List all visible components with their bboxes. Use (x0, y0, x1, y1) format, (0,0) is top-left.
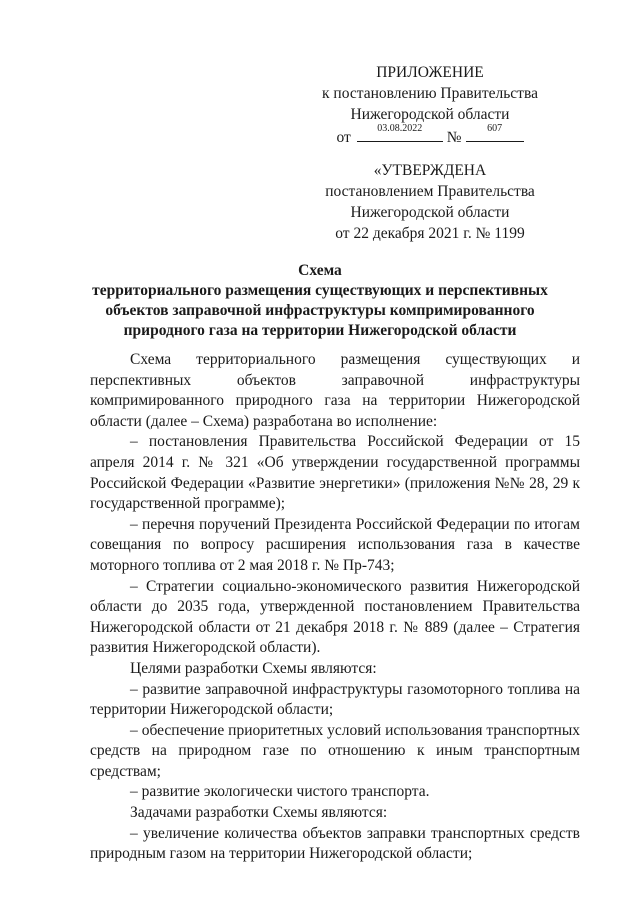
approved-heading: «УТВЕРЖДЕНА (373, 162, 487, 179)
appendix-date-number-line (280, 125, 580, 148)
approved-line-1: постановлением Правительства (325, 183, 535, 200)
paragraph-item: – увеличение количества объектов заправки транспортных средств природным газом на территории Нижегородской области; (90, 824, 580, 863)
paragraph-item: – обеспечение приоритетных условий использования транспортных средств на природном газе по отношению к иным транспортным средствам; (90, 721, 580, 780)
from-label: от (336, 129, 351, 146)
paragraph-goals-heading: Целями разработки Схемы являются: (130, 659, 377, 677)
title-line-4: природного газа на территории Нижегородской области (123, 322, 517, 339)
date-value: 03.08.2022 (377, 123, 423, 134)
approved-block (280, 160, 580, 244)
appendix-heading: ПРИЛОЖЕНИЕ (376, 64, 484, 81)
appendix-line-2: Нижегородской области (350, 106, 510, 123)
paragraph-intro: Схема территориального размещения существующих и перспективных объектов заправочной инфраструктуры компримированного природного газа на территории Нижегородской области (далее – Схема) разработана во исполнение: (90, 351, 580, 430)
paragraph-item: – перечня поручений Президента Российской Федерации по итогам совещания по вопросу расширения использования газа в качестве моторного топлива от 2 мая 2018 г. № Пр-743; (90, 515, 580, 574)
approved-line-2: Нижегородской области (350, 204, 510, 221)
approved-line-3: от 22 декабря 2021 г. № 1199 (335, 225, 525, 242)
number-field (466, 125, 524, 142)
title-line-1: Схема (298, 262, 342, 279)
number-value: 607 (487, 123, 503, 134)
paragraph-item: – постановления Правительства Российской Федерации от 15 апреля 2014 г. № 321 «Об утверждении государственной программы Российской Федерации «Развитие энергетики» (приложения №№ 28, 29 к государственной программе); (90, 433, 580, 513)
date-field (357, 125, 443, 142)
document-title (90, 261, 550, 341)
appendix-line-1: к постановлению Правительства (322, 85, 538, 102)
paragraph-tasks-heading: Задачами разработки Схемы являются: (130, 804, 388, 822)
appendix-block (280, 62, 580, 148)
paragraph-item: – развитие экологически чистого транспорта. (130, 783, 430, 801)
number-label: № (446, 129, 462, 146)
paragraph-item: – развитие заправочной инфраструктуры газомоторного топлива на территории Нижегородской области; (90, 680, 580, 719)
title-line-3: объектов заправочной инфраструктуры компримированного (105, 302, 535, 319)
document-body (90, 350, 580, 865)
title-line-2: территориального размещения существующих и перспективных (92, 282, 548, 299)
paragraph-item: – Стратегии социально-экономического развития Нижегородской области до 2035 года, утвержденной постановлением Правительства Нижегородской области от 21 декабря 2018 г. № 889 (далее – Стратегия развития Нижегородской области). (90, 577, 580, 657)
